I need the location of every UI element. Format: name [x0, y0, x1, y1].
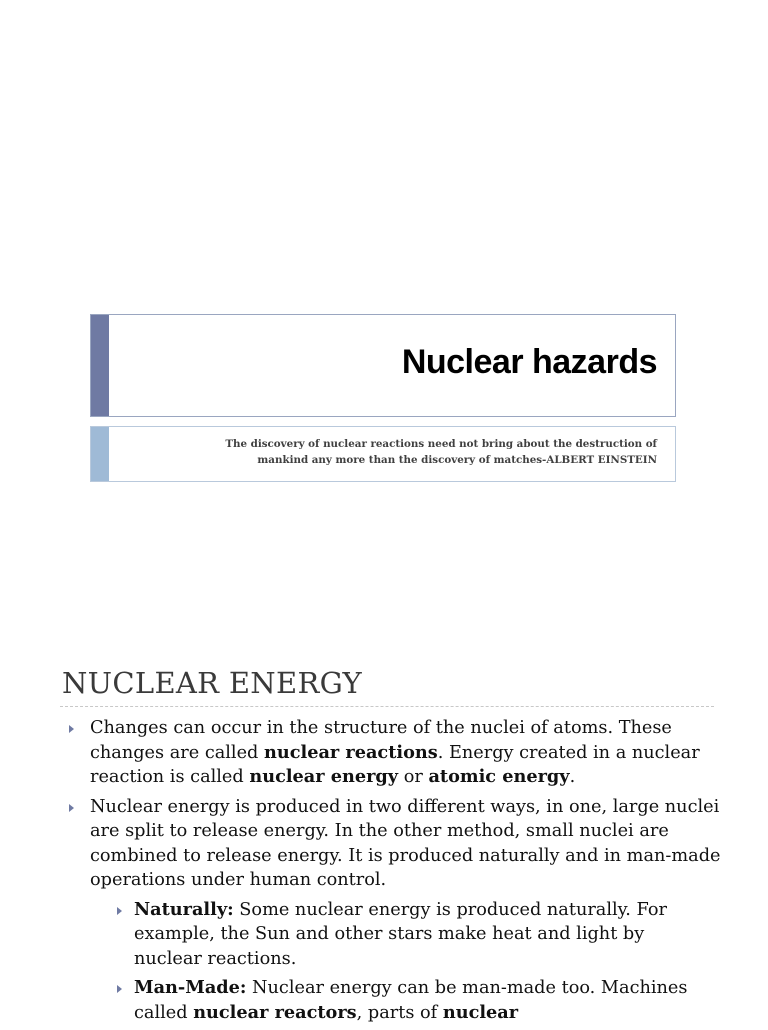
quote-line-1: The discovery of nuclear reactions need not bring about the destruction of — [225, 438, 657, 450]
bullet-list — [0, 716, 768, 1030]
bold-term: nuclear reactions — [264, 741, 438, 763]
sub-bullet-label: Naturally: — [134, 898, 234, 920]
sub-bullet-text: Nuclear energy can be man-made too. Machines called — [134, 978, 688, 1023]
title-box — [90, 314, 676, 417]
sub-bullet-item-naturally — [0, 898, 768, 972]
quote-text — [137, 436, 657, 468]
bullet-text: Nuclear energy is produced in two different ways, in one, large nuclei are split to release energy. In the other method, small nuclei are combined to release energy. It is produced naturally and in man-made operations under human control. — [90, 796, 721, 890]
quote-box — [90, 426, 676, 482]
sub-bullet-text: , parts of — [356, 1002, 443, 1023]
bullet-text: . Energy created in a nuclear reaction is called — [90, 742, 700, 787]
quote-line-2: mankind any more than the discovery of matches-ALBERT EINSTEIN — [257, 454, 657, 466]
sub-bullet-text: Some nuclear energy is produced naturally. For example, the Sun and other stars make heat and light by nuclear reactions. — [134, 899, 667, 969]
bullet-text: . — [569, 767, 576, 787]
sub-bullet-label: Man-Made: — [134, 977, 247, 998]
section-heading: NUCLEAR ENERGY — [62, 666, 362, 700]
sub-bullet-arrow-icon — [117, 985, 122, 993]
quote-accent-bar — [91, 427, 109, 481]
bullet-item-production-methods — [0, 795, 768, 893]
bullet-arrow-icon — [69, 725, 74, 733]
bullet-item-nuclear-reactions — [0, 716, 768, 790]
bold-term: nuclear — [442, 1001, 519, 1023]
sub-bullet-item-man-made — [0, 976, 768, 1025]
bullet-arrow-icon — [69, 804, 74, 812]
bullet-text: Changes can occur in the structure of the nuclei of atoms. These changes are called — [90, 718, 672, 763]
bullet-text: or — [398, 767, 429, 787]
bold-term: nuclear energy — [249, 766, 399, 787]
heading-divider — [60, 706, 714, 707]
bold-term: atomic energy — [428, 766, 570, 787]
title-accent-bar — [91, 315, 109, 416]
bold-term: nuclear reactors — [193, 1001, 357, 1023]
sub-bullet-arrow-icon — [117, 907, 122, 915]
slide-title: Nuclear hazards — [401, 343, 657, 381]
